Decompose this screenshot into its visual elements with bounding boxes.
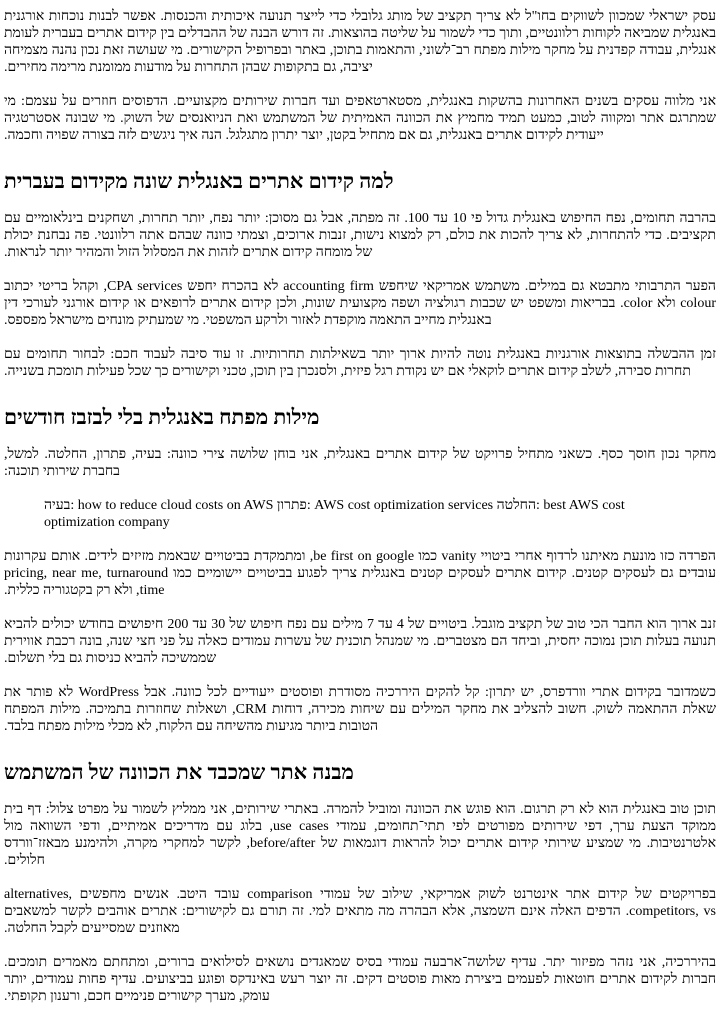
section-heading-english-keywords: מילות מפתח באנגלית בלי לבזבז חודשים [4, 405, 320, 429]
section-1-paragraph-2: הפער התרבותי מתבטא גם במילים. משתמש אמריקאי שיחפש accounting firm לא בהכרח יחפש CPA services, וקהל בריטי יכתוב colour ולא color. בבריאות ומשפט יש שכבות רגולציה ושפה מקצועית שונות, ולכן קידום אתרים לרופאים או קידום אורגני לעורכי דין באנגלית מחייב התאמה מוקפדת לאזור ולרקע המשפטי. מי שמעתיק מונחים מישראל מפספס. [4, 279, 716, 328]
section-2-paragraph-3: זנב ארוך הוא החבר הכי טוב של תקציב מוגבל. ביטויים של 4 עד 7 מילים עם נפח חיפוש של 30 עד 200 חיפושים בחודש יכולים להביא תנועה בעלות תוכן נמוכה יחסית, וביחד הם מצטברים. מי שמנהל תוכנית של עשרות עמודים כאלה על פני חצי שנה, בונה רכבת אווירית שממשיכה להביא כניסות גם בלי תשלום. [4, 617, 716, 666]
section-1-paragraph-3: זמן ההבשלה בתוצאות אורגניות באנגלית נוטה להיות ארוך יותר בשאילתות תחרותיות. זו עוד סיבה לעבוד חכם: לבחור תחומים עם תחרות סבירה, לשלב קידום אתרים לוקאלי אם יש נקודת רגל פיזית, ולסנכרן בין תוכן, טכני וקישורים כך שכל פעילות תומכת בשנייה. [4, 347, 716, 379]
intro-paragraph-2: אני מלווה עסקים בשנים האחרונות בהשקות באנגלית, מסטארטאפים ועד חברות שירותים מקצועיים. הדפוסים חוזרים על עצמם: מי שמתרגם אתר ומקווה לטוב, כמעט תמיד מחמיץ את הכוונה האמיתית של המשתמש ואת הניואנסים של השוק. מי שבונה אסטרטגיה ייעודית לקידום אתרים באנגלית, גם אם מתחיל בקטן, יוצר יתרון מתגלגל. הנה איך ניגשים לזה בצורה שפויה וחכמה. [4, 94, 716, 143]
section-2-paragraph-1: מחקר נכון חוסך כסף. כשאני מתחיל פרויקט של קידום אתרים באנגלית, אני בוחן שלושה צירי כוונה: בעיה, פתרון, החלטה. למשל, בחברת שירותי תוכנה: [4, 447, 716, 479]
intro-paragraph-1: עסק ישראלי שמכוון לשווקים בחו"ל לא צריך תקציב של מותג גלובלי כדי לייצר תנועה איכותית והכנסות. אפשר לבנות נוכחות אורגנית באנגלית שמביאה לקוחות רלוונטיים, ותוך כדי לשמור על שליטה בהוצאות. זה דורש הבנה של ההבדלים בין קידום אתרים בעברית לעומת אנגלית, עבודה קפדנית על מחקר מילות מפתח רב־לשוני, והתאמות בתוכן, באתר ובפרופיל הקישורים. מי שעושה זאת נכון נהנה מצמיחה יציבה, גם בתקופות שבהן התחרות על מודעות ממומנת מרימה מחירים. [4, 9, 716, 75]
section-1-paragraph-1: בהרבה תחומים, נפח החיפוש באנגלית גדול פי 10 עד 100. זה מפתה, אבל גם מסוכן: יותר נפח, יותר תחרות, ושחקנים בינלאומיים עם תקציבים. כדי להתחרות, לא צריך להכות את כולם, רק למצוא נישות, זנבות ארוכים, וצמתי כוונה שבהם אתה רלוונטי. פה נבחנת יכולת של מומחה קידום אתרים לזהות את המסלול הזול והמהיר יותר לנראות. [4, 211, 717, 260]
section-heading-why-english-seo-differs: למה קידום אתרים באנגלית שונה מקידום בעברית [4, 169, 394, 193]
section-3-paragraph-1: תוכן טוב באנגלית הוא לא רק תרגום. הוא פוגש את הכוונה ומוביל להמרה. באתרי שירותים, אני ממליץ לשמור על מפרט צלול: דף בית ממוקד הצעת ערך, דפי שירותים מפורטים לפי תתי־תחומים, עמודי use cases, בלוג עם מדריכים אמיתיים, ודפי השוואה מול אלטרנטיבות. מי שמציע שירותי קידום אתרים יכול להראות דוגמאות של before/after, לקשר למחקרי מקרה, ולהימנע מבאזז־וורדס חלולים. [4, 802, 717, 868]
section-3-paragraph-3: בהיררכיה, אני נזהר מפיזור יתר. עדיף שלושה־ארבעה עמודי בסיס שמאגדים נושאים לסילואים ברורים, ומתחתם מאמרים תומכים. חברות לקידום אתרים חוטאות לפעמים ביצירת מאות פוסטים דקים. זה יוצר רעש באינדקס ופוגע בביצועים. עדיף פחות עמודים, יותר עומק, מערך קישורים פנימיים חכם, ורענון תקופתי. [4, 955, 716, 1004]
section-3-paragraph-2: בפרויקטים של קידום אתר אינטרנט לשוק אמריקאי, שילוב של עמודי comparison עובד היטב. אנשים מחפשים alternatives, competitors, vs. הדפים האלה אינם השמצה, אלא הבהרה מה מתאים למי. זה תורם גם לקישורים: אתרים אוהבים לקשר למשאבים מאוזנים שמסייעים לקבל החלטה. [4, 887, 716, 936]
section-heading-site-structure: מבנה אתר שמכבד את הכוונה של המשתמש [4, 760, 354, 784]
section-2-paragraph-2: הפרדה כזו מונעת מאיתנו לרדוף אחרי ביטויי vanity כמו be first on google, ומתמקדת בביטויים שבאמת מזיזים לידים. אותם עקרונות עובדים גם לעסקים קטנים. קידום אתרים לעסקים קטנים באנגלית צריך לפגוע בביטויים יישומיים כמו pricing, near me, turnaround time, ולא רק בקטגוריה כללית. [4, 549, 716, 598]
keyword-intent-example-block: בעיה: how to reduce cloud costs on AWS פתרון: AWS cost optimization services החלטה: best AWS cost optimization company [44, 498, 625, 530]
section-2-paragraph-4: כשמדובר בקידום אתרי וורדפרס, יש יתרון: קל להקים היררכיה מסודרת ופוסטים ייעודיים לכל כוונה. אבל WordPress לא פותר את שאלת ההתאמה לשוק. חשוב להצליב את מחקר המילים עם שיחות מכירה, דוחות CRM, ושאלות שחוזרות בתמיכה. מילות המפתח הטובות ביותר מגיעות מהשיחה עם הלקוח, לא מכלי מילות מפתח בלבד. [4, 685, 717, 734]
